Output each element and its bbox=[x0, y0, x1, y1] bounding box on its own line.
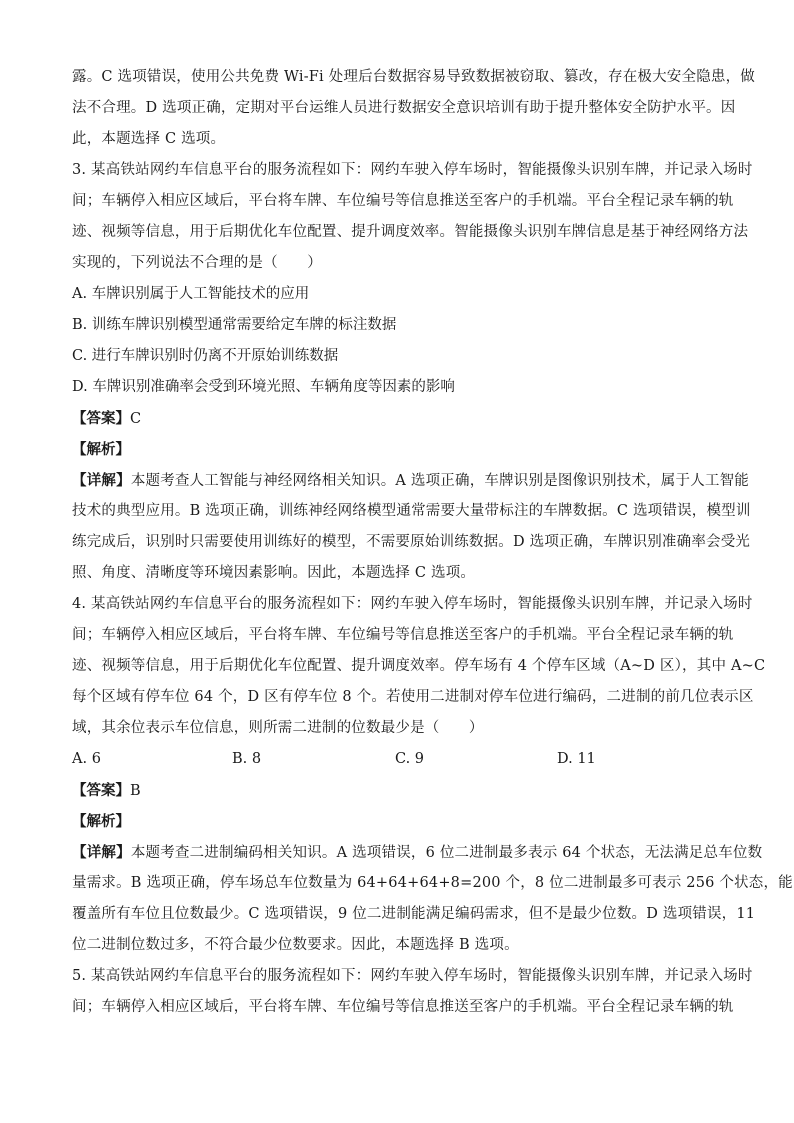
analysis-tag: 【解析】 bbox=[72, 813, 130, 830]
detail-line bbox=[72, 837, 763, 868]
option-d: D. 11 bbox=[557, 751, 596, 767]
detail-tag: 【详解】 bbox=[72, 844, 131, 861]
detail-line: 技术的典型应用。B 选项正确，训练神经网络模型通常需要大量带标注的车牌数据。C 选项错误，模型训 bbox=[72, 503, 751, 519]
answer-tag: 【答案】 bbox=[72, 410, 130, 427]
question-4 bbox=[72, 589, 793, 961]
option-b: B. 8 bbox=[232, 751, 262, 767]
option-a: A. 车牌识别属于人工智能技术的应用 bbox=[72, 286, 310, 302]
detail-line: 练完成后，识别时只需要使用训练好的模型，不需要原始训练数据。D 选项正确，车牌识别准确率会受光 bbox=[72, 534, 751, 550]
question-stem-line: 迹、视频等信息，用于后期优化车位配置、提升调度效率。智能摄像头识别车牌信息是基于神经网络方法 bbox=[72, 224, 749, 240]
detail-line bbox=[72, 465, 749, 496]
options-row bbox=[72, 744, 722, 775]
question-stem-line: 5. 某高铁站网约车信息平台的服务流程如下：网约车驶入停车场时，智能摄像头识别车牌，并记录入场时 bbox=[72, 968, 753, 984]
text-line: 此，本题选择 C 选项。 bbox=[72, 131, 226, 147]
question-3 bbox=[72, 155, 753, 589]
question-stem-line: 迹、视频等信息，用于后期优化车位配置、提升调度效率。停车场有 4 个停车区域（A~D 区），其中 A~C bbox=[72, 658, 766, 674]
question-stem-line: 3. 某高铁站网约车信息平台的服务流程如下：网约车驶入停车场时，智能摄像头识别车牌，并记录入场时 bbox=[72, 162, 753, 178]
option-c: C. 9 bbox=[395, 751, 425, 767]
answer-line bbox=[72, 403, 722, 434]
question-stem-line: 间；车辆停入相应区域后，平台将车牌、车位编号等信息推送至客户的手机端。平台全程记录车辆的轨 bbox=[72, 999, 734, 1015]
answer-value: B bbox=[130, 783, 141, 799]
detail-text: 本题考查二进制编码相关知识。A 选项错误，6 位二进制最多表示 64 个状态，无法满足总车位数 bbox=[130, 845, 763, 861]
detail-line: 照、角度、清晰度等环境因素影响。因此，本题选择 C 选项。 bbox=[72, 565, 476, 581]
answer-value: C bbox=[130, 411, 142, 427]
previous-explanation bbox=[72, 62, 756, 155]
text-line: 露。C 选项错误，使用公共免费 Wi-Fi 处理后台数据容易导致数据被窃取、篡改，存在极大安全隐患，做 bbox=[72, 69, 756, 85]
question-stem-line: 间；车辆停入相应区域后，平台将车牌、车位编号等信息推送至客户的手机端。平台全程记录车辆的轨 bbox=[72, 193, 734, 209]
question-stem-line: 每个区域有停车位 64 个，D 区有停车位 8 个。若使用二进制对停车位进行编码，二进制的前几位表示区 bbox=[72, 689, 754, 705]
option-b: B. 训练车牌识别模型通常需要给定车牌的标注数据 bbox=[72, 317, 397, 333]
detail-text: 本题考查人工智能与神经网络相关知识。A 选项正确，车牌识别是图像识别技术，属于人工智能 bbox=[130, 473, 749, 489]
question-stem-line: 4. 某高铁站网约车信息平台的服务流程如下：网约车驶入停车场时，智能摄像头识别车牌，并记录入场时 bbox=[72, 596, 753, 612]
answer-line bbox=[72, 775, 722, 806]
question-stem-line: 实现的，下列说法不合理的是（ ） bbox=[72, 255, 322, 271]
detail-tag: 【详解】 bbox=[72, 472, 131, 489]
text-line: 法不合理。D 选项正确，定期对平台运维人员进行数据安全意识培训有助于提升整体安全防护水平。因 bbox=[72, 100, 736, 116]
analysis-heading bbox=[72, 434, 722, 465]
analysis-tag: 【解析】 bbox=[72, 441, 130, 458]
answer-tag: 【答案】 bbox=[72, 782, 130, 799]
question-stem-line: 间；车辆停入相应区域后，平台将车牌、车位编号等信息推送至客户的手机端。平台全程记录车辆的轨 bbox=[72, 627, 734, 643]
detail-line: 位二进制位数过多，不符合最少位数要求。因此，本题选择 B 选项。 bbox=[72, 937, 519, 953]
detail-line: 量需求。B 选项正确，停车场总车位数量为 64+64+64+8=200 个，8 位二进制最多可表示 256 个状态，能 bbox=[72, 875, 793, 891]
option-a: A. 6 bbox=[72, 751, 101, 767]
question-stem-line: 域，其余位表示车位信息，则所需二进制的位数最少是（ ） bbox=[72, 720, 484, 736]
analysis-heading bbox=[72, 806, 722, 837]
detail-line: 覆盖所有车位且位数最少。C 选项错误，9 位二进制能满足编码需求，但不是最少位数。D 选项错误，11 bbox=[72, 906, 756, 922]
option-d: D. 车牌识别准确率会受到环境光照、车辆角度等因素的影响 bbox=[72, 379, 455, 395]
option-c: C. 进行车牌识别时仍离不开原始训练数据 bbox=[72, 348, 339, 364]
question-5 bbox=[72, 961, 753, 1023]
document-page bbox=[72, 62, 793, 1023]
